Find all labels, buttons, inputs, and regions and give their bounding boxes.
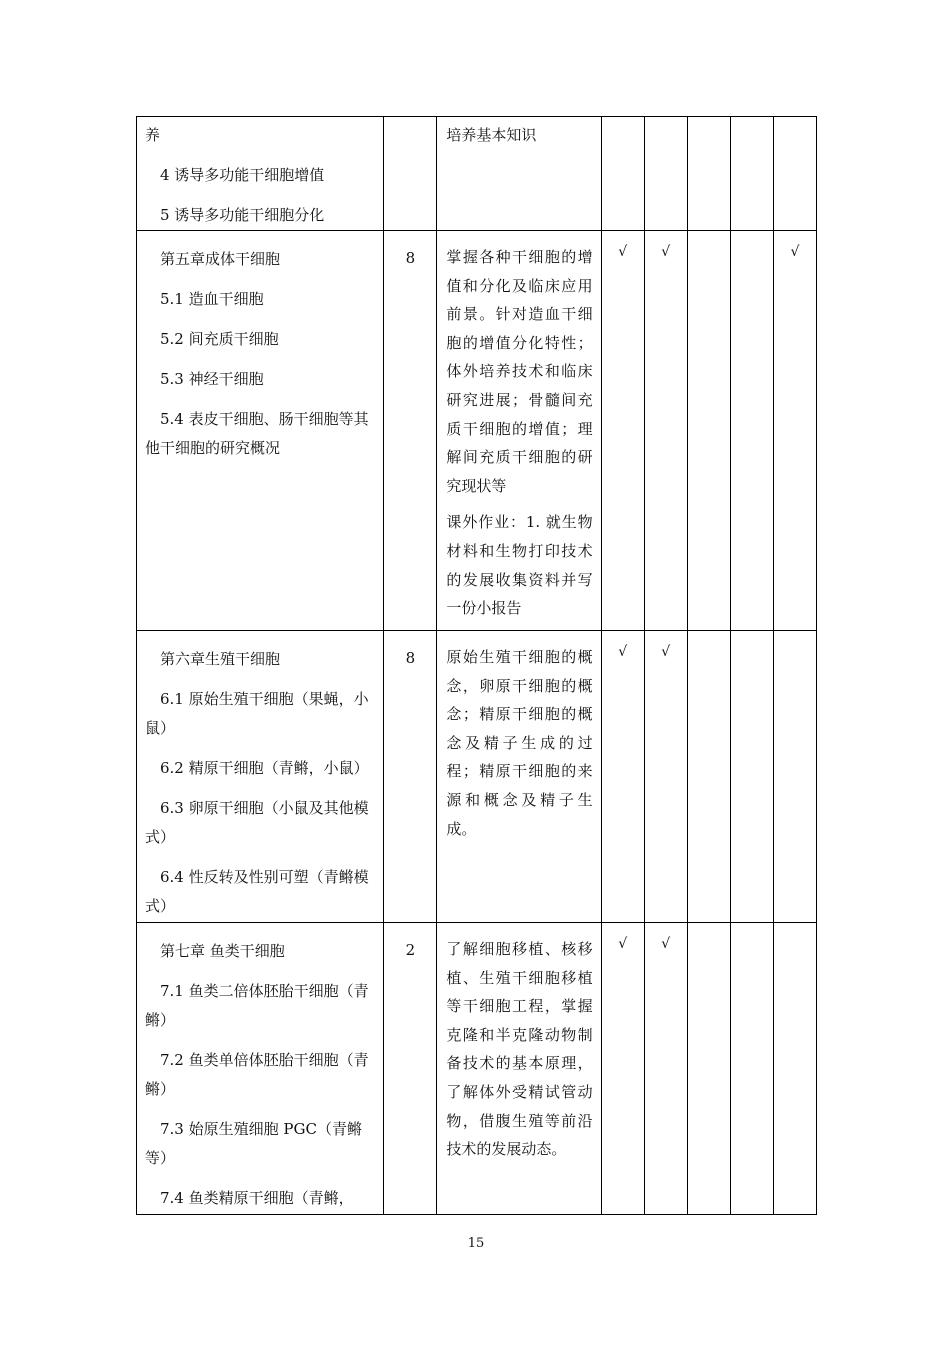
- topic-line: 5.2 间充质干细胞: [160, 330, 279, 348]
- topic-line: 6.1 原始生殖干细胞（果蝇，小鼠）: [145, 690, 369, 737]
- check-cell: [773, 631, 816, 923]
- check-cell: [601, 117, 644, 231]
- requirements-cell: [437, 117, 601, 231]
- check-cell: [773, 923, 816, 1215]
- topic-line: 4 诱导多功能干细胞增值: [160, 166, 325, 184]
- chapter-title: 第五章成体干细胞: [160, 250, 281, 268]
- topic-line: 7.3 始原生殖细胞 PGC（青鳉等）: [145, 1120, 362, 1167]
- topic-line: 5 诱导多功能干细胞分化: [160, 206, 325, 224]
- topic-line: 7.4 鱼类精原干细胞（青鳉，: [160, 1189, 354, 1207]
- hours-cell: 2: [384, 923, 437, 1215]
- homework-text: 课外作业：1. 就生物材料和生物打印技术的发展收集资料并写一份小报告: [446, 513, 593, 618]
- check-cell: √: [773, 231, 816, 631]
- check-cell: [730, 117, 773, 231]
- topic-cell: [137, 923, 384, 1215]
- requirements-cell: [437, 923, 601, 1215]
- requirements-text: 培养基本知识: [446, 126, 537, 144]
- topic-cell: [137, 231, 384, 631]
- table-row: [137, 231, 817, 631]
- check-cell: [730, 231, 773, 631]
- check-cell: [687, 231, 730, 631]
- topic-line: 5.3 神经干细胞: [160, 370, 264, 388]
- check-cell: √: [644, 231, 687, 631]
- topic-cell: [137, 631, 384, 923]
- check-cell: [730, 631, 773, 923]
- check-cell: [730, 923, 773, 1215]
- topic-line: 6.4 性反转及性别可塑（青鳉模式）: [145, 868, 369, 915]
- table-row: [137, 631, 817, 923]
- requirements-text: 了解细胞移植、核移植、生殖干细胞移植等干细胞工程，掌握克隆和半克隆动物制备技术的基本原理，了解体外受精试管动物，借腹生殖等前沿技术的发展动态。: [446, 940, 593, 1159]
- check-cell: √: [601, 231, 644, 631]
- requirements-cell: [437, 631, 601, 923]
- requirements-cell: [437, 231, 601, 631]
- check-cell: √: [644, 631, 687, 923]
- check-cell: [687, 117, 730, 231]
- hours-cell: 8: [384, 631, 437, 923]
- topic-line: 7.1 鱼类二倍体胚胎干细胞（青鳉）: [145, 982, 369, 1029]
- check-cell: √: [644, 923, 687, 1215]
- check-cell: √: [601, 631, 644, 923]
- requirements-text: 掌握各种干细胞的增值和分化及临床应用前景。针对造血干细胞的增值分化特性；体外培养技术和临床研究进展；骨髓间充质干细胞的增值；理解间充质干细胞的研究现状等: [446, 248, 593, 495]
- syllabus-table: [136, 116, 817, 1215]
- check-cell: [687, 923, 730, 1215]
- chapter-title: 第六章生殖干细胞: [160, 650, 281, 668]
- topic-line: 7.2 鱼类单倍体胚胎干细胞（青鳉）: [145, 1051, 369, 1098]
- check-cell: √: [601, 923, 644, 1215]
- hours-cell: [384, 117, 437, 231]
- topic-line: 养: [145, 126, 161, 144]
- topic-line: 6.2 精原干细胞（青鳉，小鼠）: [160, 759, 369, 777]
- page-number: 15: [467, 1236, 485, 1251]
- topic-line: 5.1 造血干细胞: [160, 290, 264, 308]
- requirements-text: 原始生殖干细胞的概念，卵原干细胞的概念；精原干细胞的概念及精子生成的过程；精原干细胞的来源和概念及精子生成。: [446, 648, 593, 838]
- hours-cell: 8: [384, 231, 437, 631]
- chapter-title: 第七章 鱼类干细胞: [160, 942, 285, 960]
- topic-line: 6.3 卵原干细胞（小鼠及其他模式）: [145, 799, 369, 846]
- table-row: [137, 117, 817, 231]
- table-row: [137, 923, 817, 1215]
- topic-line: 5.4 表皮干细胞、肠干细胞等其他干细胞的研究概况: [145, 410, 369, 457]
- check-cell: [644, 117, 687, 231]
- topic-cell: [137, 117, 384, 231]
- check-cell: [773, 117, 816, 231]
- check-cell: [687, 631, 730, 923]
